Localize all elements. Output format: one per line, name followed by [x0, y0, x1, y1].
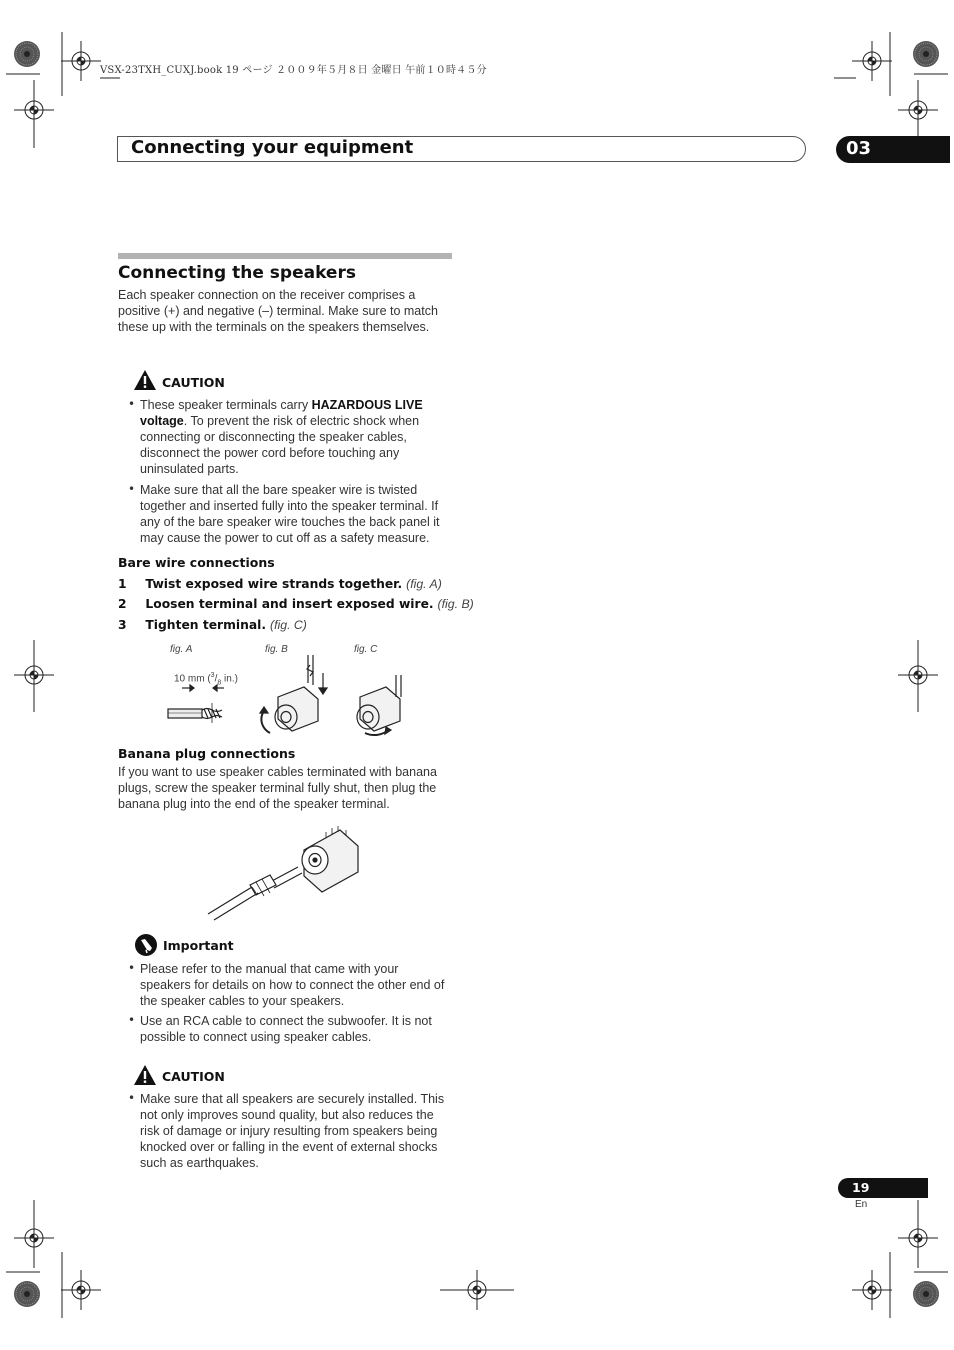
page-header-title: Connecting your equipment [131, 137, 414, 158]
caution-item: Make sure that all the bare speaker wire is twisted together and inserted fully into the speaker terminal. If any of the bare speaker wire touches the back panel it may cause the power to cut off as a safety measure. [140, 483, 440, 545]
step-fig-ref: (fig. B) [437, 597, 474, 611]
print-info-line: VSX-23TXH_CUXJ.book 19 ページ ２００９年５月８日 金曜日 午前１０時４５分 [100, 65, 487, 76]
banana-plug-illustration [200, 822, 370, 922]
fig-c-terminal-illustration [357, 675, 401, 735]
step-text: Tighten terminal. [145, 618, 267, 632]
dimension-numerator: 3 [210, 672, 215, 679]
step-fig-ref: (fig. C) [270, 618, 307, 632]
important-heading: Important [163, 938, 234, 953]
language-code: En [855, 1199, 868, 1210]
important-item: Use an RCA cable to connect the subwoofer. It is not possible to connect using speaker cables. [140, 1014, 432, 1044]
dimension-text: 10 mm ( [174, 673, 211, 685]
important-pen-icon [134, 933, 158, 957]
fig-b-label: fig. B [265, 644, 288, 655]
wire-connection-figures [160, 655, 420, 740]
caution-item [140, 397, 452, 477]
step-fig-ref: (fig. A) [406, 577, 442, 591]
step-number: 2 [118, 597, 127, 611]
step-text: Twist exposed wire strands together. [145, 577, 403, 591]
caution-item: Make sure that all speakers are securely installed. This not only improves sound quality, but also reduces the risk of damage or injury resulting from speakers being knocked over or falling in the event of external shocks such as earthquakes. [140, 1092, 445, 1170]
bare-wire-heading: Bare wire connections [118, 555, 275, 570]
banana-plug-text: If you want to use speaker cables terminated with banana plugs, screw the speaker terminal fully shut, then plug the banana plug into the end of the speaker terminal. [118, 765, 437, 811]
strip-length-label: 10 mm ($^3/_8$ in.) [174, 672, 238, 687]
page-number: 19 [852, 1180, 870, 1195]
caution-heading: CAUTION [162, 375, 225, 390]
step-1 [118, 577, 442, 591]
dimension-denominator: 8 [217, 679, 222, 687]
bullet-dot: • [128, 482, 136, 496]
caution-heading: CAUTION [162, 1069, 225, 1084]
fig-a-wire-illustration [168, 685, 224, 723]
step-number: 3 [118, 618, 127, 632]
banana-plug-heading: Banana plug connections [118, 746, 296, 761]
fig-a-label: fig. A [170, 644, 193, 655]
fig-b-terminal-illustration [260, 655, 327, 733]
chapter-number: 03 [846, 138, 872, 159]
bullet-dot: • [128, 1091, 136, 1105]
caution-item-text: . To prevent the risk of electric shock when connecting or disconnecting the speaker cables, disconnect the power cord before touching any uninsulated parts. [140, 414, 420, 476]
bullet-dot: • [128, 961, 136, 975]
caution-item-bold: HAZARDOUS LIVE voltage [140, 398, 423, 428]
step-number: 1 [118, 577, 127, 591]
warning-triangle-icon [133, 1064, 157, 1086]
bullet-dot: • [128, 397, 136, 411]
step-2 [118, 597, 474, 611]
caution-item-text: These speaker terminals carry [140, 398, 312, 412]
warning-triangle-icon [133, 369, 157, 391]
step-text: Loosen terminal and insert exposed wire. [145, 597, 434, 611]
step-3 [118, 618, 307, 632]
dimension-text: in.) [221, 673, 238, 685]
fig-c-label: fig. C [354, 644, 378, 655]
chapter-badge [836, 136, 950, 163]
section-title: Connecting the speakers [118, 263, 356, 283]
important-item: Please refer to the manual that came with your speakers for details on how to connect the other end of the speaker cables to your speakers. [140, 962, 445, 1008]
bullet-dot: • [128, 1013, 136, 1027]
section-rule [118, 253, 452, 259]
section-intro: Each speaker connection on the receiver comprises a positive (+) and negative (–) terminal. Make sure to match these up with the terminals on the speakers themselves. [118, 288, 438, 334]
